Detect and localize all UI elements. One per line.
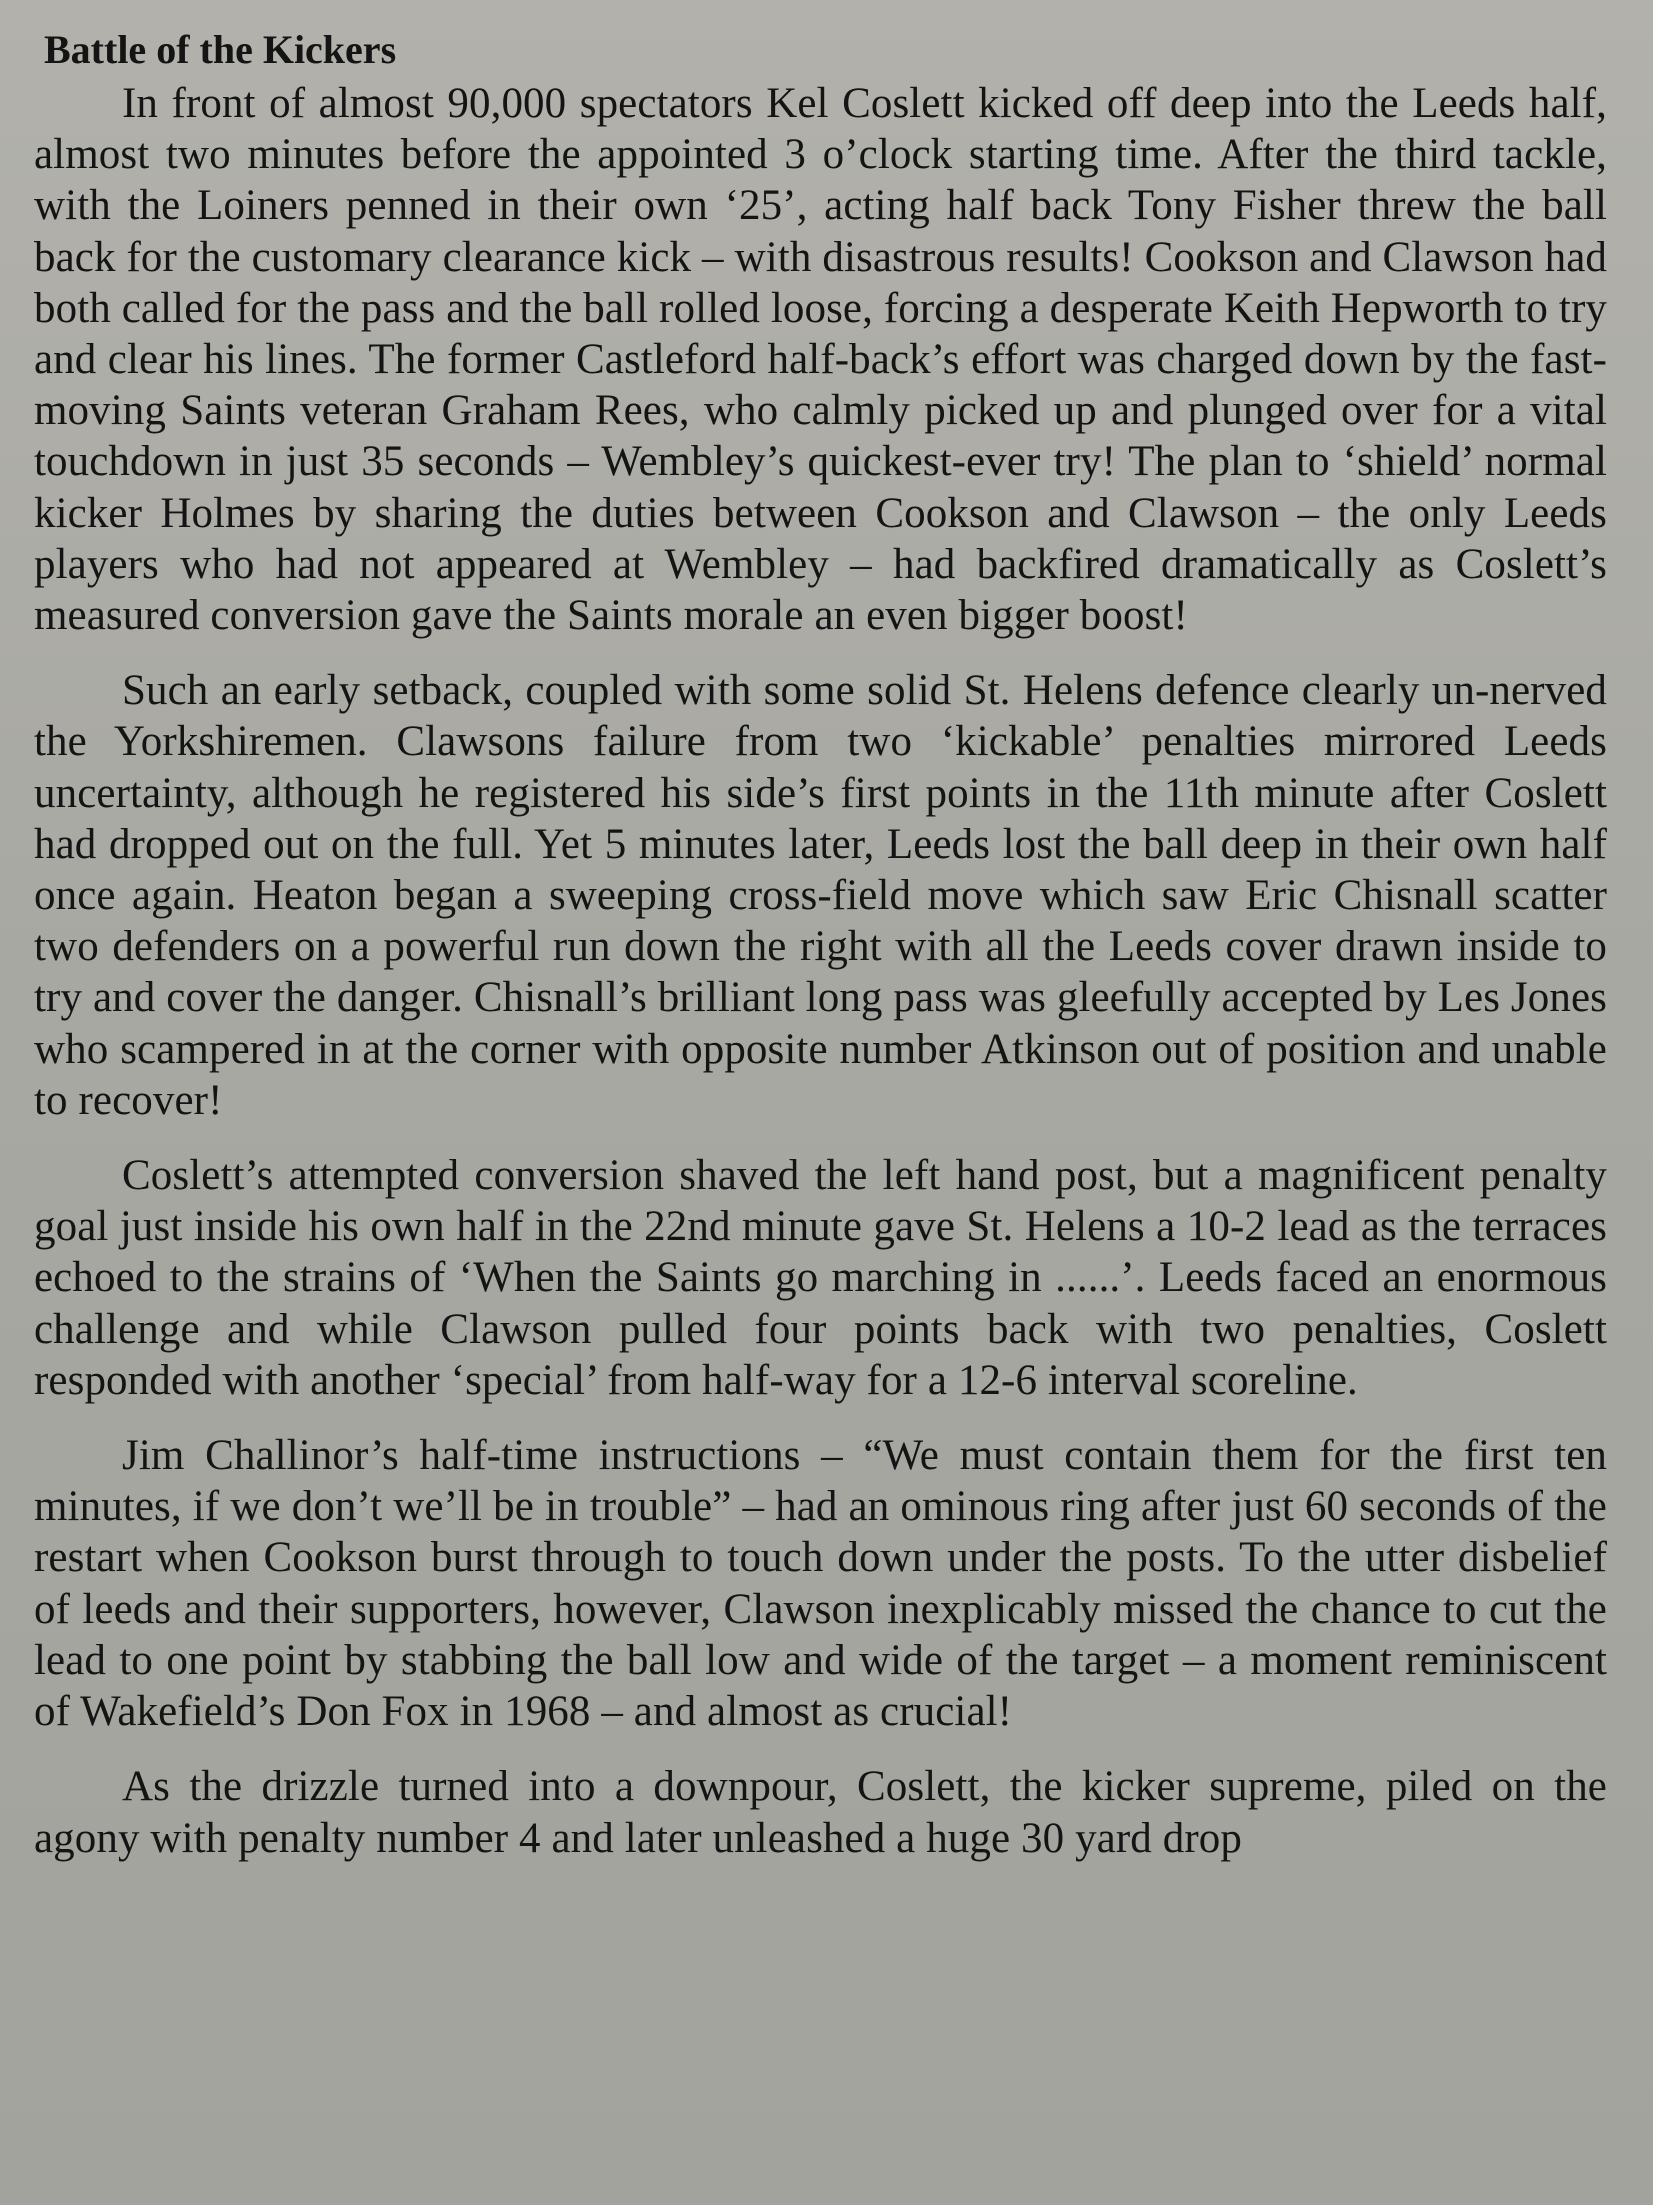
paragraph-3: Coslett’s attempted conversion shaved the left hand post, but a magnificent penalty goal just inside his own half in the 22nd minute gave St. Helens a 10-2 lead as the terraces echoed to the strains of ‘When the Saints go marching in ......’. Leeds faced an enormous challenge and while Clawson pulled four points back with two penalties, Coslett responded with another ‘special’ from half-way for a 12-6 interval scoreline. [34,1152,1607,1404]
paragraph-4: Jim Challinor’s half-time instructions – “We must contain them for the first ten minutes, if we don’t we’ll be in trouble” – had an ominous ring after just 60 seconds of the restart when Cookson burst through to touch down under the posts. To the utter disbelief of leeds and their supporters, however, Clawson inexplicably missed the chance to cut the lead to one point by stabbing the ball low and wide of the target – a moment reminiscent of Wakefield’s Don Fox in 1968 – and almost as crucial! [34,1432,1607,1736]
section-heading: Battle of the Kickers [44,27,397,72]
paragraph-1: In front of almost 90,000 spectators Kel Coslett kicked off deep into the Leeds half, almost two minutes before the appointed 3 o’clock starting time. After the third tackle, with the Loiners penned in their own ‘25’, acting half back Tony Fisher threw the ball back for the customary clearance kick – with disastrous results! Cookson and Clawson had both called for the pass and the ball rolled loose, forcing a desperate Keith Hepworth to try and clear his lines. The former Castleford half-back’s effort was charged down by the fast-moving Saints veteran Graham Rees, who calmly picked up and plunged over for a vital touchdown in just 35 seconds – Wembley’s quickest-ever try! The plan to ‘shield’ normal kicker Holmes by sharing the duties between Cookson and Clawson – the only Leeds players who had not appeared at Wembley – had backfired dramatically as Coslett’s measured conversion gave the Saints morale an even bigger boost! [34,80,1607,640]
paragraph-5: As the drizzle turned into a downpour, Coslett, the kicker supreme, piled on the agony with penalty number 4 and later unleashed a huge 30 yard drop [34,1763,1607,1862]
paragraph-2: Such an early setback, coupled with some solid St. Helens defence clearly un-nerved the Yorkshiremen. Clawsons failure from two ‘kickable’ penalties mirrored Leeds uncertainty, although he registered his side’s first points in the 11th minute after Coslett had dropped out on the full. Yet 5 minutes later, Leeds lost the ball deep in their own half once again. Heaton began a sweeping cross-field move which saw Eric Chisnall scatter two defenders on a powerful run down the right with all the Leeds cover drawn inside to try and cover the danger. Chisnall’s brilliant long pass was gleefully accepted by Les Jones who scampered in at the corner with opposite number Atkinson out of position and unable to recover! [34,667,1607,1124]
